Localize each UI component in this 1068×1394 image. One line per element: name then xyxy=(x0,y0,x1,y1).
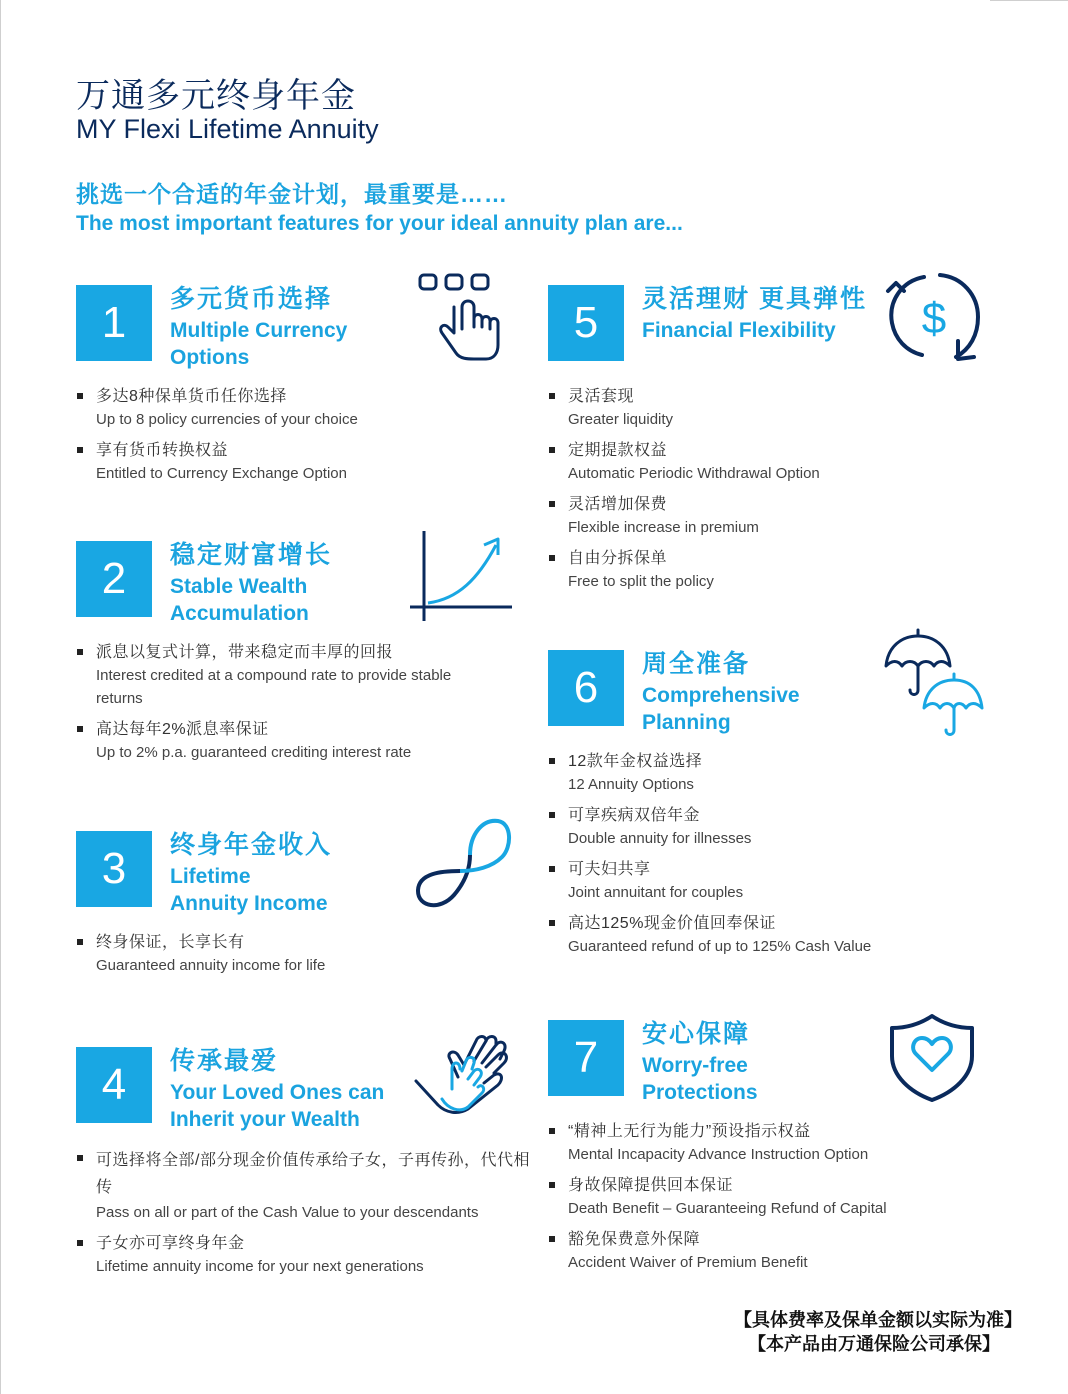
feature-title-en-line-2: Inherit your Wealth xyxy=(170,1108,360,1131)
footer-note-underwriter: 【本产品由万通保险公司承保】 xyxy=(748,1334,1000,1354)
feature-number-box: 1 xyxy=(76,285,152,361)
page-title-cn: 万通多元终身年金 xyxy=(76,77,356,115)
list-item: 终身保证，长享长有 Guaranteed annuity income for life xyxy=(76,931,325,977)
feature-title-en-line-1: Worry-free xyxy=(642,1054,748,1077)
feature-title-en xyxy=(170,1079,384,1133)
feature-title-cn: 多元货币选择 xyxy=(170,285,333,313)
feature-title-en-line-2: Planning xyxy=(642,711,731,734)
feature-bullet-list xyxy=(76,1147,536,1286)
footer-note-rates: 【具体费率及保单金额以实际为准】 xyxy=(734,1310,1022,1330)
page-subtitle-en: The most important features for your ideal annuity plan are... xyxy=(76,212,683,235)
list-item: 派息以复式计算，带来稳定而丰厚的回报 Interest credited at a compound rate to provide stable returns xyxy=(76,641,486,710)
feature-number-box: 7 xyxy=(548,1020,624,1096)
feature-title-en-line-2: Options xyxy=(170,346,250,369)
feature-title-en-line-1: Comprehensive xyxy=(642,684,800,707)
feature-number-box: 6 xyxy=(548,650,624,726)
list-item: 12款年金权益选择 12 Annuity Options xyxy=(548,750,871,796)
svg-text:$: $ xyxy=(921,294,947,343)
list-item: 享有货币转换权益 Entitled to Currency Exchange Option xyxy=(76,439,358,485)
list-item: 子女亦可享终身年金 Lifetime annuity income for your next generations xyxy=(76,1232,536,1278)
heart-shield-icon xyxy=(888,1012,978,1102)
feature-title-cn: 终身年金收入 xyxy=(170,831,333,859)
feature-title-en-line-1: Your Loved Ones can xyxy=(170,1081,385,1104)
feature-title-en xyxy=(642,317,836,344)
growth-chart-icon xyxy=(408,529,514,625)
feature-bullet-list xyxy=(548,385,820,601)
list-item: “精神上无行为能力”预设指示权益 Mental Incapacity Advance Instruction Option xyxy=(548,1120,887,1166)
feature-title-cn: 安心保障 xyxy=(642,1020,751,1048)
page-border-left xyxy=(0,0,1,1394)
feature-bullet-list xyxy=(76,385,358,493)
feature-title-en-line-1: Financial Flexibility xyxy=(642,319,836,342)
list-item: 高达125%现金价值回奉保证 Guaranteed refund of up to 125% Cash Value xyxy=(548,912,871,958)
page-border-top xyxy=(990,0,1068,1)
feature-title-en xyxy=(642,1052,758,1106)
feature-title-cn: 灵活理财 更具弹性 xyxy=(642,285,867,313)
feature-bullet-list xyxy=(548,750,871,966)
list-item: 高达每年2%派息率保证 Up to 2% p.a. guaranteed crediting interest rate xyxy=(76,718,486,764)
list-item: 可享疾病双倍年金 Double annuity for illnesses xyxy=(548,804,871,850)
list-item: 定期提款权益 Automatic Periodic Withdrawal Option xyxy=(548,439,820,485)
feature-bullet-list xyxy=(76,931,325,985)
list-item: 可选择将全部/部分现金价值传承给子女，子再传孙，代代相传 Pass on all or part of the Cash Value to your descendants xyxy=(76,1147,536,1224)
list-item: 灵活套现 Greater liquidity xyxy=(548,385,820,431)
feature-number-box: 3 xyxy=(76,831,152,907)
feature-title-en-line-2: Protections xyxy=(642,1081,758,1104)
page-subtitle-cn: 挑选一个合适的年金计划，最重要是…… xyxy=(76,181,508,207)
feature-number-box: 4 xyxy=(76,1047,152,1123)
feature-number-box: 5 xyxy=(548,285,624,361)
hands-icon xyxy=(412,1033,512,1133)
list-item: 身故保障提供回本保证 Death Benefit – Guaranteeing Refund of Capital xyxy=(548,1174,887,1220)
feature-title-en xyxy=(170,573,309,627)
feature-title-cn: 传承最爱 xyxy=(170,1047,279,1075)
infinity-icon xyxy=(412,815,512,915)
list-item: 豁免保费意外保障 Accident Waiver of Premium Benefit xyxy=(548,1228,887,1274)
list-item: 灵活增加保费 Flexible increase in premium xyxy=(548,493,820,539)
umbrella-icon xyxy=(884,628,984,736)
feature-title-en-line-2: Annuity Income xyxy=(170,892,328,915)
dollar-cycle-icon xyxy=(884,269,984,365)
feature-bullet-list xyxy=(548,1120,887,1282)
feature-bullet-list xyxy=(76,641,486,772)
page-title-en: MY Flexi Lifetime Annuity xyxy=(76,114,379,144)
list-item: 多达8种保单货币任你选择 Up to 8 policy currencies of your choice xyxy=(76,385,358,431)
feature-number-box: 2 xyxy=(76,541,152,617)
list-item: 可夫妇共享 Joint annuitant for couples xyxy=(548,858,871,904)
feature-title-en-line-1: Stable Wealth xyxy=(170,575,308,598)
feature-title-en-line-2: Accumulation xyxy=(170,602,309,625)
hand-pointer-icon xyxy=(416,273,508,361)
feature-title-en xyxy=(170,863,328,917)
feature-title-en xyxy=(170,317,347,371)
feature-title-cn: 稳定财富增长 xyxy=(170,541,333,569)
feature-title-en-line-1: Lifetime xyxy=(170,865,251,888)
feature-title-en xyxy=(642,682,800,736)
feature-title-cn: 周全准备 xyxy=(642,650,751,678)
list-item: 自由分拆保单 Free to split the policy xyxy=(548,547,820,593)
feature-title-en-line-1: Multiple Currency xyxy=(170,319,348,342)
